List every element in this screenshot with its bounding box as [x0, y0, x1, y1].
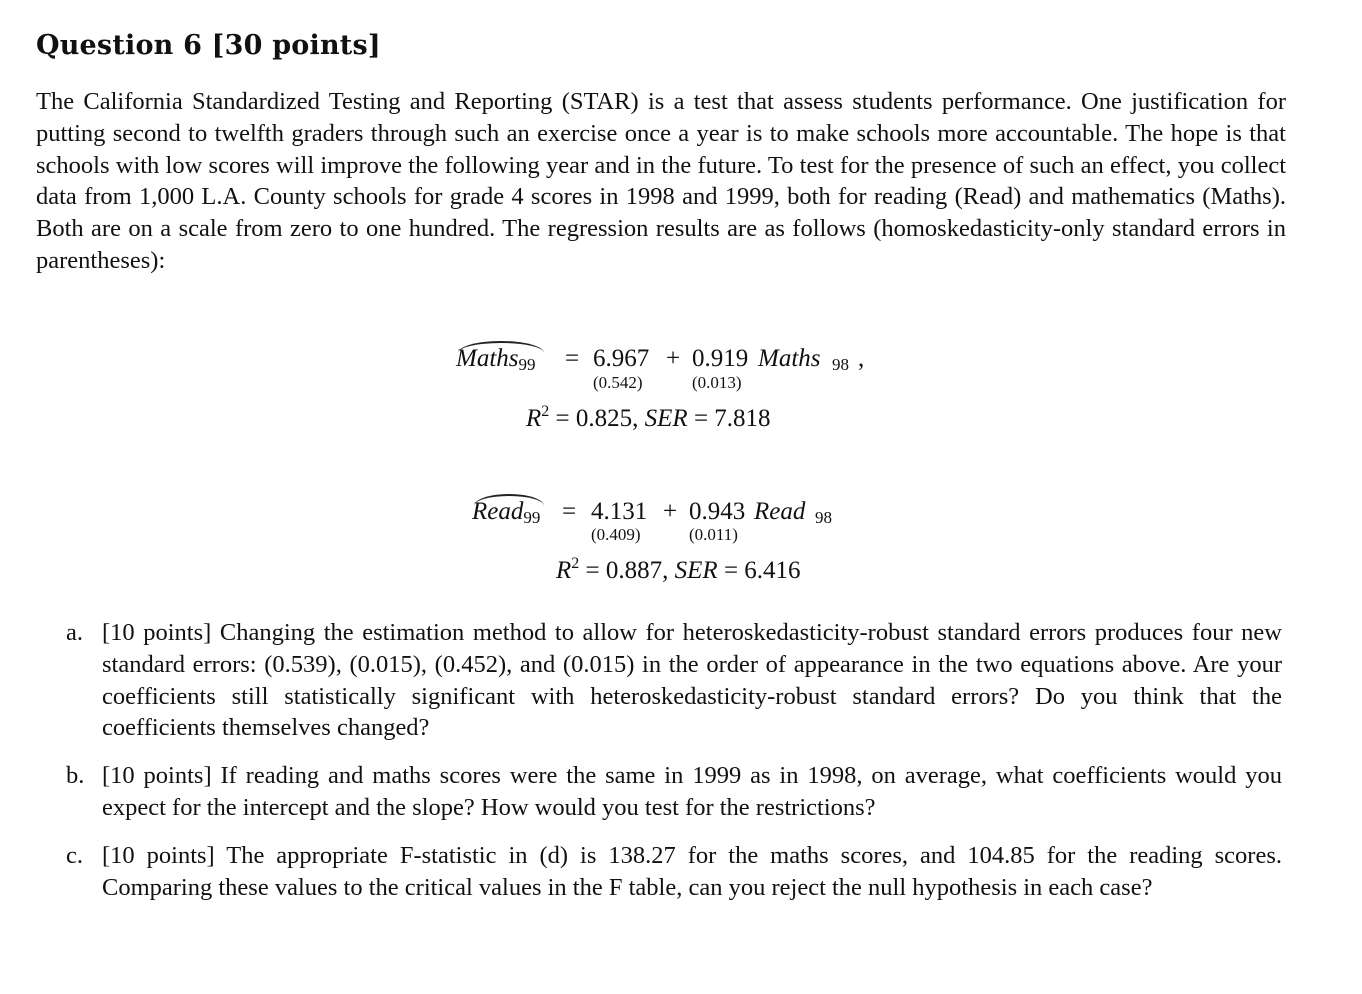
sub-question-letter: c.: [66, 841, 83, 869]
hat-accent: [474, 494, 544, 506]
sub-question-letter: a.: [66, 619, 83, 646]
maths-rhs-var: Maths: [758, 345, 821, 372]
sub-question-c: [66, 840, 1282, 904]
read-lhs-var: Read: [472, 498, 524, 525]
sub-question-b: [66, 760, 1282, 824]
read-se-intercept: (0.409): [591, 525, 641, 544]
maths-lhs-var: Maths: [456, 345, 519, 372]
read-ser-label: SER: [674, 557, 718, 584]
sub-question-text: [10 points] If reading and maths scores were the same in 1999 as in 1998, on average, what coefficients would you expect for the intercept and the slope? How would you test for the restrictions?: [102, 762, 1282, 821]
maths-se-slope: (0.013): [692, 373, 742, 392]
sub-question-text: [10 points] Changing the estimation method to allow for heteroskedasticity-robust standard errors produces four new standard errors: (0.539), (0.015), (0.452), and (0.015) in the order of appearance in the two equations above. Are your coefficients still statistically significant with heteroskedasticity-robust standard errors? Do you think that the coefficients themselves changed?: [102, 619, 1282, 742]
read-r2-label: R: [556, 557, 572, 584]
maths-r2-value: = 0.825,: [555, 405, 639, 432]
read-plus: +: [663, 498, 678, 525]
maths-lhs-sub: 99: [518, 355, 536, 374]
maths-rhs-sub: 98: [832, 355, 849, 374]
read-equation-lhs: [472, 498, 540, 528]
maths-r2-sup: 2: [541, 403, 550, 420]
maths-trailing-comma: ,: [858, 345, 865, 372]
maths-intercept: 6.967: [593, 345, 650, 372]
read-rhs-sub: 98: [815, 508, 832, 527]
read-equation: [472, 498, 852, 548]
read-r2-sup: 2: [571, 555, 580, 572]
sub-question-letter: b.: [66, 762, 85, 790]
maths-se-intercept: (0.542): [593, 373, 643, 392]
maths-equals: =: [565, 345, 580, 372]
maths-ser-value: = 7.818: [693, 405, 771, 432]
maths-ser-label: SER: [644, 405, 688, 432]
read-se-slope: (0.011): [689, 525, 738, 544]
hat-accent: [458, 341, 544, 353]
question-title: Question 6 [30 points]: [36, 30, 381, 61]
maths-slope: 0.919: [692, 345, 749, 372]
read-r2-value: = 0.887,: [585, 557, 669, 584]
maths-equation-lhs: [456, 345, 536, 375]
read-intercept: 4.131: [591, 498, 648, 525]
question-block: [36, 26, 1286, 277]
read-equals: =: [562, 498, 577, 525]
read-ser-value: = 6.416: [723, 557, 801, 584]
read-lhs-sub: 99: [523, 508, 541, 527]
sub-question-list: [66, 617, 1282, 919]
maths-fit-stats: [526, 405, 771, 433]
read-rhs-var: Read: [754, 498, 806, 525]
question-intro: The California Standardized Testing and Reporting (STAR) is a test that assess students performance. One justification for putting second to twelfth graders through such an exercise once a year is to make schools more accountable. The hope is that schools with low scores will improve the following year and in the future. To test for the presence of such an effect, you collect data from 1,000 L.A. County schools for grade 4 scores in 1998 and 1999, both for reading (Read) and mathematics (Maths). Both are on a scale from zero to one hundred. The regression results are as follows (homoskedasticity-only standard errors in parentheses):: [36, 88, 1286, 274]
read-slope: 0.943: [689, 498, 746, 525]
sub-question-text: [10 points] The appropriate F-statistic in (d) is 138.27 for the maths scores, and 104.85 for the reading scores. Comparing these values to the critical values in the F table, can you reject the null hypothesis in each case?: [102, 841, 1282, 901]
maths-plus: +: [666, 345, 681, 372]
maths-equation: [456, 345, 876, 395]
read-fit-stats: [556, 557, 801, 585]
sub-question-a: [66, 617, 1282, 744]
maths-r2-label: R: [526, 405, 542, 432]
